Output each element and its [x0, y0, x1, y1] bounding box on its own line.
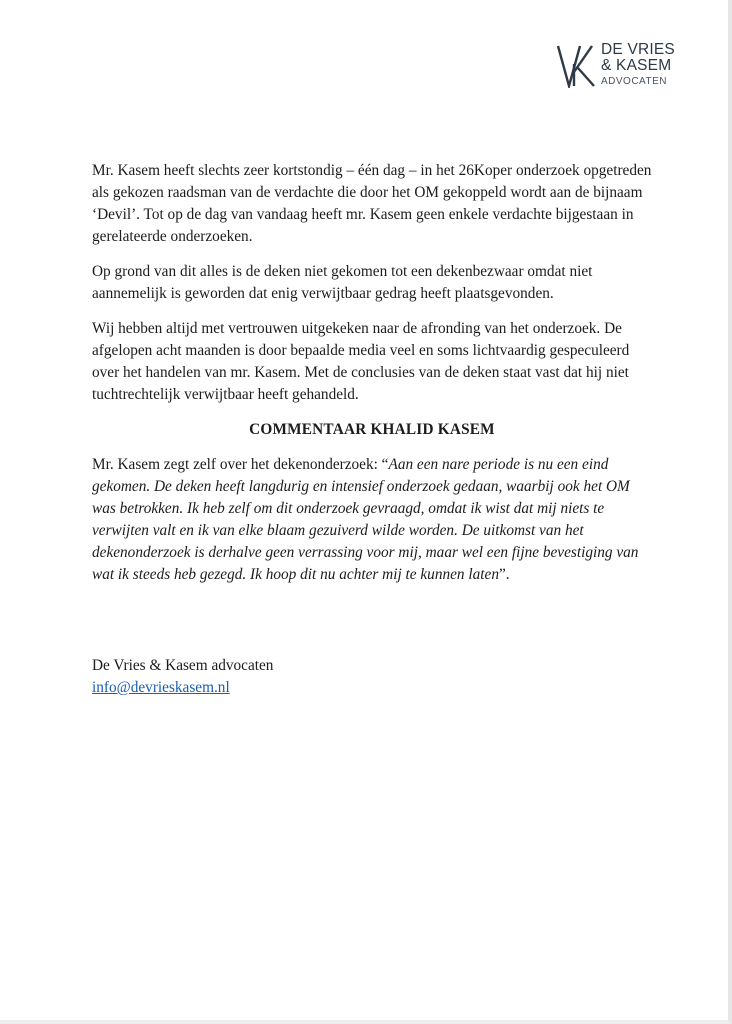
paragraph-conclusion: Op grond van dit alles is de deken niet gekomen tot een dekenbezwaar omdat niet aannemelijk is geworden dat enig verwijtbaar gedrag heeft plaatsgevonden. [92, 263, 593, 302]
logo-subtitle: ADVOCATEN [601, 76, 667, 87]
comment-intro: Mr. Kasem zegt zelf over het dekenonderzoek: “ [92, 456, 389, 473]
paragraph-role: Mr. Kasem heeft slechts zeer kortstondig – één dag – in het 26Koper onderzoek opgetreden als gekozen raadsman van de verdachte die door het OM gekoppeld wordt aan de bijnaam ‘Devil’. Tot op de dag van vandaag heeft mr. Kasem geen enkele verdachte bijgestaan in gerelateerde onderzoeken. [92, 162, 652, 245]
firm-logo [556, 40, 676, 92]
comment-quote: Aan een nare periode is nu een eind gekomen. De deken heeft langdurig en intensief onderzoek gedaan, waarbij ook het OM was betrokken. Ik heb zelf om dit onderzoek gevraagd, omdat ik wist dat mij niets te verwijten valt en ik van elke blaam gezuiverd wilde worden. De uitkomst van het dekenonderzoek is derhalve geen verrassing voor mij, maar wel een fijne bevestiging van wat ik steeds heb gezegd. Ik hoop dit nu achter mij te kunnen laten [92, 456, 639, 583]
paragraph-comment [92, 454, 652, 586]
comment-outro: ”. [498, 566, 510, 583]
vk-monogram-icon [556, 42, 598, 88]
signoff-block [92, 655, 273, 699]
signoff-firm: De Vries & Kasem advocaten [92, 657, 274, 674]
paragraph-trust: Wij hebben altijd met vertrouwen uitgekeken naar de afronding van het onderzoek. De afgelopen acht maanden is door bepaalde media veel en soms lichtvaardig gespeculeerd over het handelen van mr. Kasem. Met de conclusies van de deken staat vast dat hij niet tuchtrechtelijk verwijtbaar heeft gehandeld. [92, 320, 630, 403]
section-heading: COMMENTAAR KHALID KASEM [249, 421, 495, 438]
email-link[interactable]: info@devrieskasem.nl [92, 679, 230, 696]
logo-name-line1: DE VRIES [601, 41, 675, 58]
logo-name-line2: & KASEM [601, 57, 672, 74]
letter-body [92, 160, 652, 599]
logo-name [601, 42, 675, 74]
